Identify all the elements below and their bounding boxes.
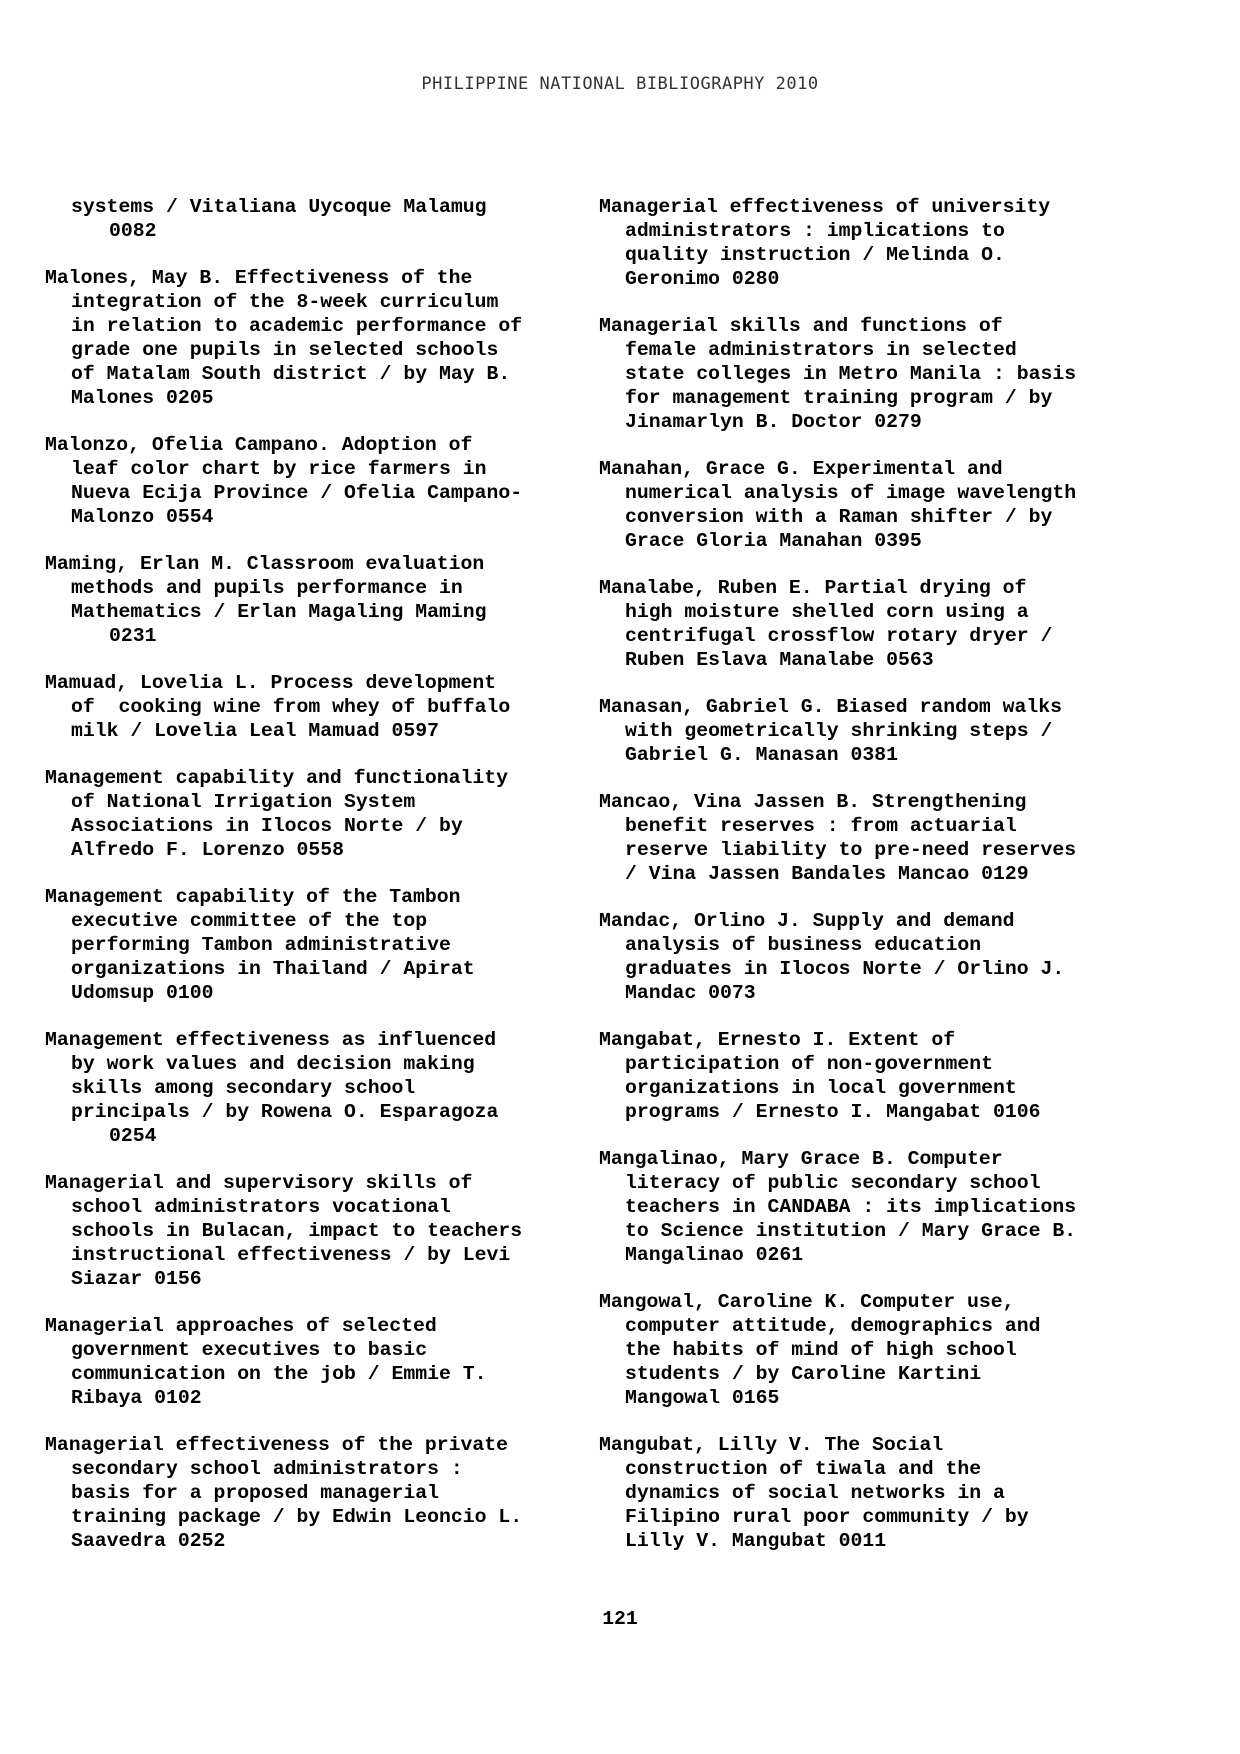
entry-line: administrators : implications to [625, 220, 1005, 242]
entry-line: skills among secondary school [71, 1077, 416, 1099]
bibliography-entry [45, 552, 605, 648]
bibliography-entry [45, 433, 605, 529]
entry-line: participation of non-government [625, 1053, 993, 1075]
entry-line: numerical analysis of image wavelength [625, 482, 1077, 504]
entry-line: Mangalinao, Mary Grace B. Computer [599, 1148, 1003, 1170]
entry-line: leaf color chart by rice farmers in [71, 458, 487, 480]
entry-line: Management capability and functionality [45, 767, 508, 789]
bibliography-entry [599, 314, 1159, 434]
bibliography-entry [45, 1028, 605, 1148]
entry-line: Saavedra 0252 [71, 1530, 226, 1552]
entry-line: Ruben Eslava Manalabe 0563 [625, 649, 934, 671]
entry-line: organizations in Thailand / Apirat [71, 958, 475, 980]
entry-line: high moisture shelled corn using a [625, 601, 1029, 623]
entry-line: for management training program / by [625, 387, 1053, 409]
entry-line: Malonzo 0554 [71, 506, 214, 528]
entry-line: of Matalam South district / by May B. [71, 363, 511, 385]
entry-line: state colleges in Metro Manila : basis [625, 363, 1077, 385]
entry-line: Grace Gloria Manahan 0395 [625, 530, 922, 552]
entry-line: Geronimo 0280 [625, 268, 780, 290]
entry-line: Manahan, Grace G. Experimental and [599, 458, 1003, 480]
entry-line: Managerial and supervisory skills of [45, 1172, 473, 1194]
entry-line: integration of the 8-week curriculum [71, 291, 499, 313]
entry-line: communication on the job / Emmie T. [71, 1363, 487, 1385]
entry-line: to Science institution / Mary Grace B. [625, 1220, 1077, 1242]
bibliography-entry [599, 1290, 1159, 1410]
entry-line: Malones, May B. Effectiveness of the [45, 267, 473, 289]
entry-line: graduates in Ilocos Norte / Orlino J. [625, 958, 1065, 980]
entry-line: conversion with a Raman shifter / by [625, 506, 1053, 528]
bibliography-entry [45, 195, 605, 243]
entry-line: Management capability of the Tambon [45, 886, 461, 908]
entry-line: Managerial skills and functions of [599, 315, 1003, 337]
entry-line: Mancao, Vina Jassen B. Strengthening [599, 791, 1027, 813]
entry-line: Mandac 0073 [625, 982, 756, 1004]
bibliography-entry [599, 1147, 1159, 1267]
entry-line: Jinamarlyn B. Doctor 0279 [625, 411, 922, 433]
entry-line: Siazar 0156 [71, 1268, 202, 1290]
entry-line: methods and pupils performance in [71, 577, 463, 599]
bibliography-entry [599, 909, 1159, 1005]
bibliography-entry [599, 1433, 1159, 1553]
entry-line: Alfredo F. Lorenzo 0558 [71, 839, 345, 861]
entry-line: reserve liability to pre-need reserves [625, 839, 1077, 861]
entry-line: of National Irrigation System [71, 791, 416, 813]
entry-line: the habits of mind of high school [625, 1339, 1017, 1361]
entry-line: analysis of business education [625, 934, 982, 956]
entry-line: literacy of public secondary school [625, 1172, 1041, 1194]
entry-line: Udomsup 0100 [71, 982, 214, 1004]
entry-line: computer attitude, demographics and [625, 1315, 1041, 1337]
entry-line: with geometrically shrinking steps / [625, 720, 1053, 742]
running-head: PHILIPPINE NATIONAL BIBLIOGRAPHY 2010 [421, 74, 819, 94]
entry-line: Managerial effectiveness of the private [45, 1434, 508, 1456]
bibliography-entry [45, 1171, 605, 1291]
entry-line: Mangalinao 0261 [625, 1244, 804, 1266]
entry-line: Managerial approaches of selected [45, 1315, 437, 1337]
entry-line: Manalabe, Ruben E. Partial drying of [599, 577, 1027, 599]
entry-line: quality instruction / Melinda O. [625, 244, 1005, 266]
entry-line: performing Tambon administrative [71, 934, 451, 956]
left-column [45, 195, 605, 1576]
entry-line: Maming, Erlan M. Classroom evaluation [45, 553, 485, 575]
entry-line: construction of tiwala and the [625, 1458, 982, 1480]
entry-line: Nueva Ecija Province / Ofelia Campano- [71, 482, 523, 504]
entry-line: Management effectiveness as influenced [45, 1029, 497, 1051]
entry-line: Mamuad, Lovelia L. Process development [45, 672, 497, 694]
bibliography-entry [599, 695, 1159, 767]
bibliography-entry [45, 1433, 605, 1553]
entry-line: instructional effectiveness / by Levi [71, 1244, 511, 1266]
entry-line: milk / Lovelia Leal Mamuad 0597 [71, 720, 439, 742]
entry-line: teachers in CANDABA : its implications [625, 1196, 1077, 1218]
entry-line: Mangubat, Lilly V. The Social [599, 1434, 944, 1456]
entry-line: executive committee of the top [71, 910, 428, 932]
bibliography-entry [599, 1028, 1159, 1124]
entry-line: grade one pupils in selected schools [71, 339, 499, 361]
bibliography-entry [45, 266, 605, 410]
entry-line: Mandac, Orlino J. Supply and demand [599, 910, 1015, 932]
entry-line: principals / by Rowena O. Esparagoza [71, 1101, 499, 1123]
entry-line: secondary school administrators : [71, 1458, 463, 1480]
bibliography-entry [599, 576, 1159, 672]
entry-line: Lilly V. Mangubat 0011 [625, 1530, 887, 1552]
entry-line: school administrators vocational [71, 1196, 451, 1218]
bibliography-entry [599, 790, 1159, 886]
bibliography-entry [45, 766, 605, 862]
entry-line: Ribaya 0102 [71, 1387, 202, 1409]
entry-line: 0254 [109, 1125, 157, 1147]
entry-line: of cooking wine from whey of buffalo [71, 696, 511, 718]
entry-line: systems / Vitaliana Uycoque Malamug [71, 196, 487, 218]
entry-line: Mangowal, Caroline K. Computer use, [599, 1291, 1015, 1313]
entry-line: programs / Ernesto I. Mangabat 0106 [625, 1101, 1041, 1123]
entry-line: / Vina Jassen Bandales Mancao 0129 [625, 863, 1029, 885]
entry-line: Filipino rural poor community / by [625, 1506, 1029, 1528]
entry-line: 0082 [109, 220, 157, 242]
entry-line: basis for a proposed managerial [71, 1482, 439, 1504]
entry-line: Malones 0205 [71, 387, 214, 409]
bibliography-entry [599, 457, 1159, 553]
entry-line: Manasan, Gabriel G. Biased random walks [599, 696, 1062, 718]
entry-line: Mathematics / Erlan Magaling Maming [71, 601, 487, 623]
bibliography-entry [45, 671, 605, 743]
entry-line: benefit reserves : from actuarial [625, 815, 1017, 837]
entry-line: schools in Bulacan, impact to teachers [71, 1220, 523, 1242]
entry-line: Managerial effectiveness of university [599, 196, 1051, 218]
entry-line: training package / by Edwin Leoncio L. [71, 1506, 523, 1528]
entry-line: organizations in local government [625, 1077, 1017, 1099]
right-column [599, 195, 1159, 1576]
entry-line: dynamics of social networks in a [625, 1482, 1005, 1504]
entry-line: female administrators in selected [625, 339, 1017, 361]
entry-line: Mangabat, Ernesto I. Extent of [599, 1029, 956, 1051]
entry-line: in relation to academic performance of [71, 315, 523, 337]
bibliography-entry [45, 1314, 605, 1410]
entry-line: Malonzo, Ofelia Campano. Adoption of [45, 434, 473, 456]
entry-line: students / by Caroline Kartini [625, 1363, 982, 1385]
entry-line: Associations in Ilocos Norte / by [71, 815, 463, 837]
entry-line: government executives to basic [71, 1339, 428, 1361]
entry-line: 0231 [109, 625, 157, 647]
page-number: 121 [602, 1608, 638, 1630]
entry-line: by work values and decision making [71, 1053, 475, 1075]
bibliography-entry [599, 195, 1159, 291]
entry-line: Mangowal 0165 [625, 1387, 780, 1409]
entry-line: Gabriel G. Manasan 0381 [625, 744, 899, 766]
entry-line: centrifugal crossflow rotary dryer / [625, 625, 1053, 647]
bibliography-entry [45, 885, 605, 1005]
